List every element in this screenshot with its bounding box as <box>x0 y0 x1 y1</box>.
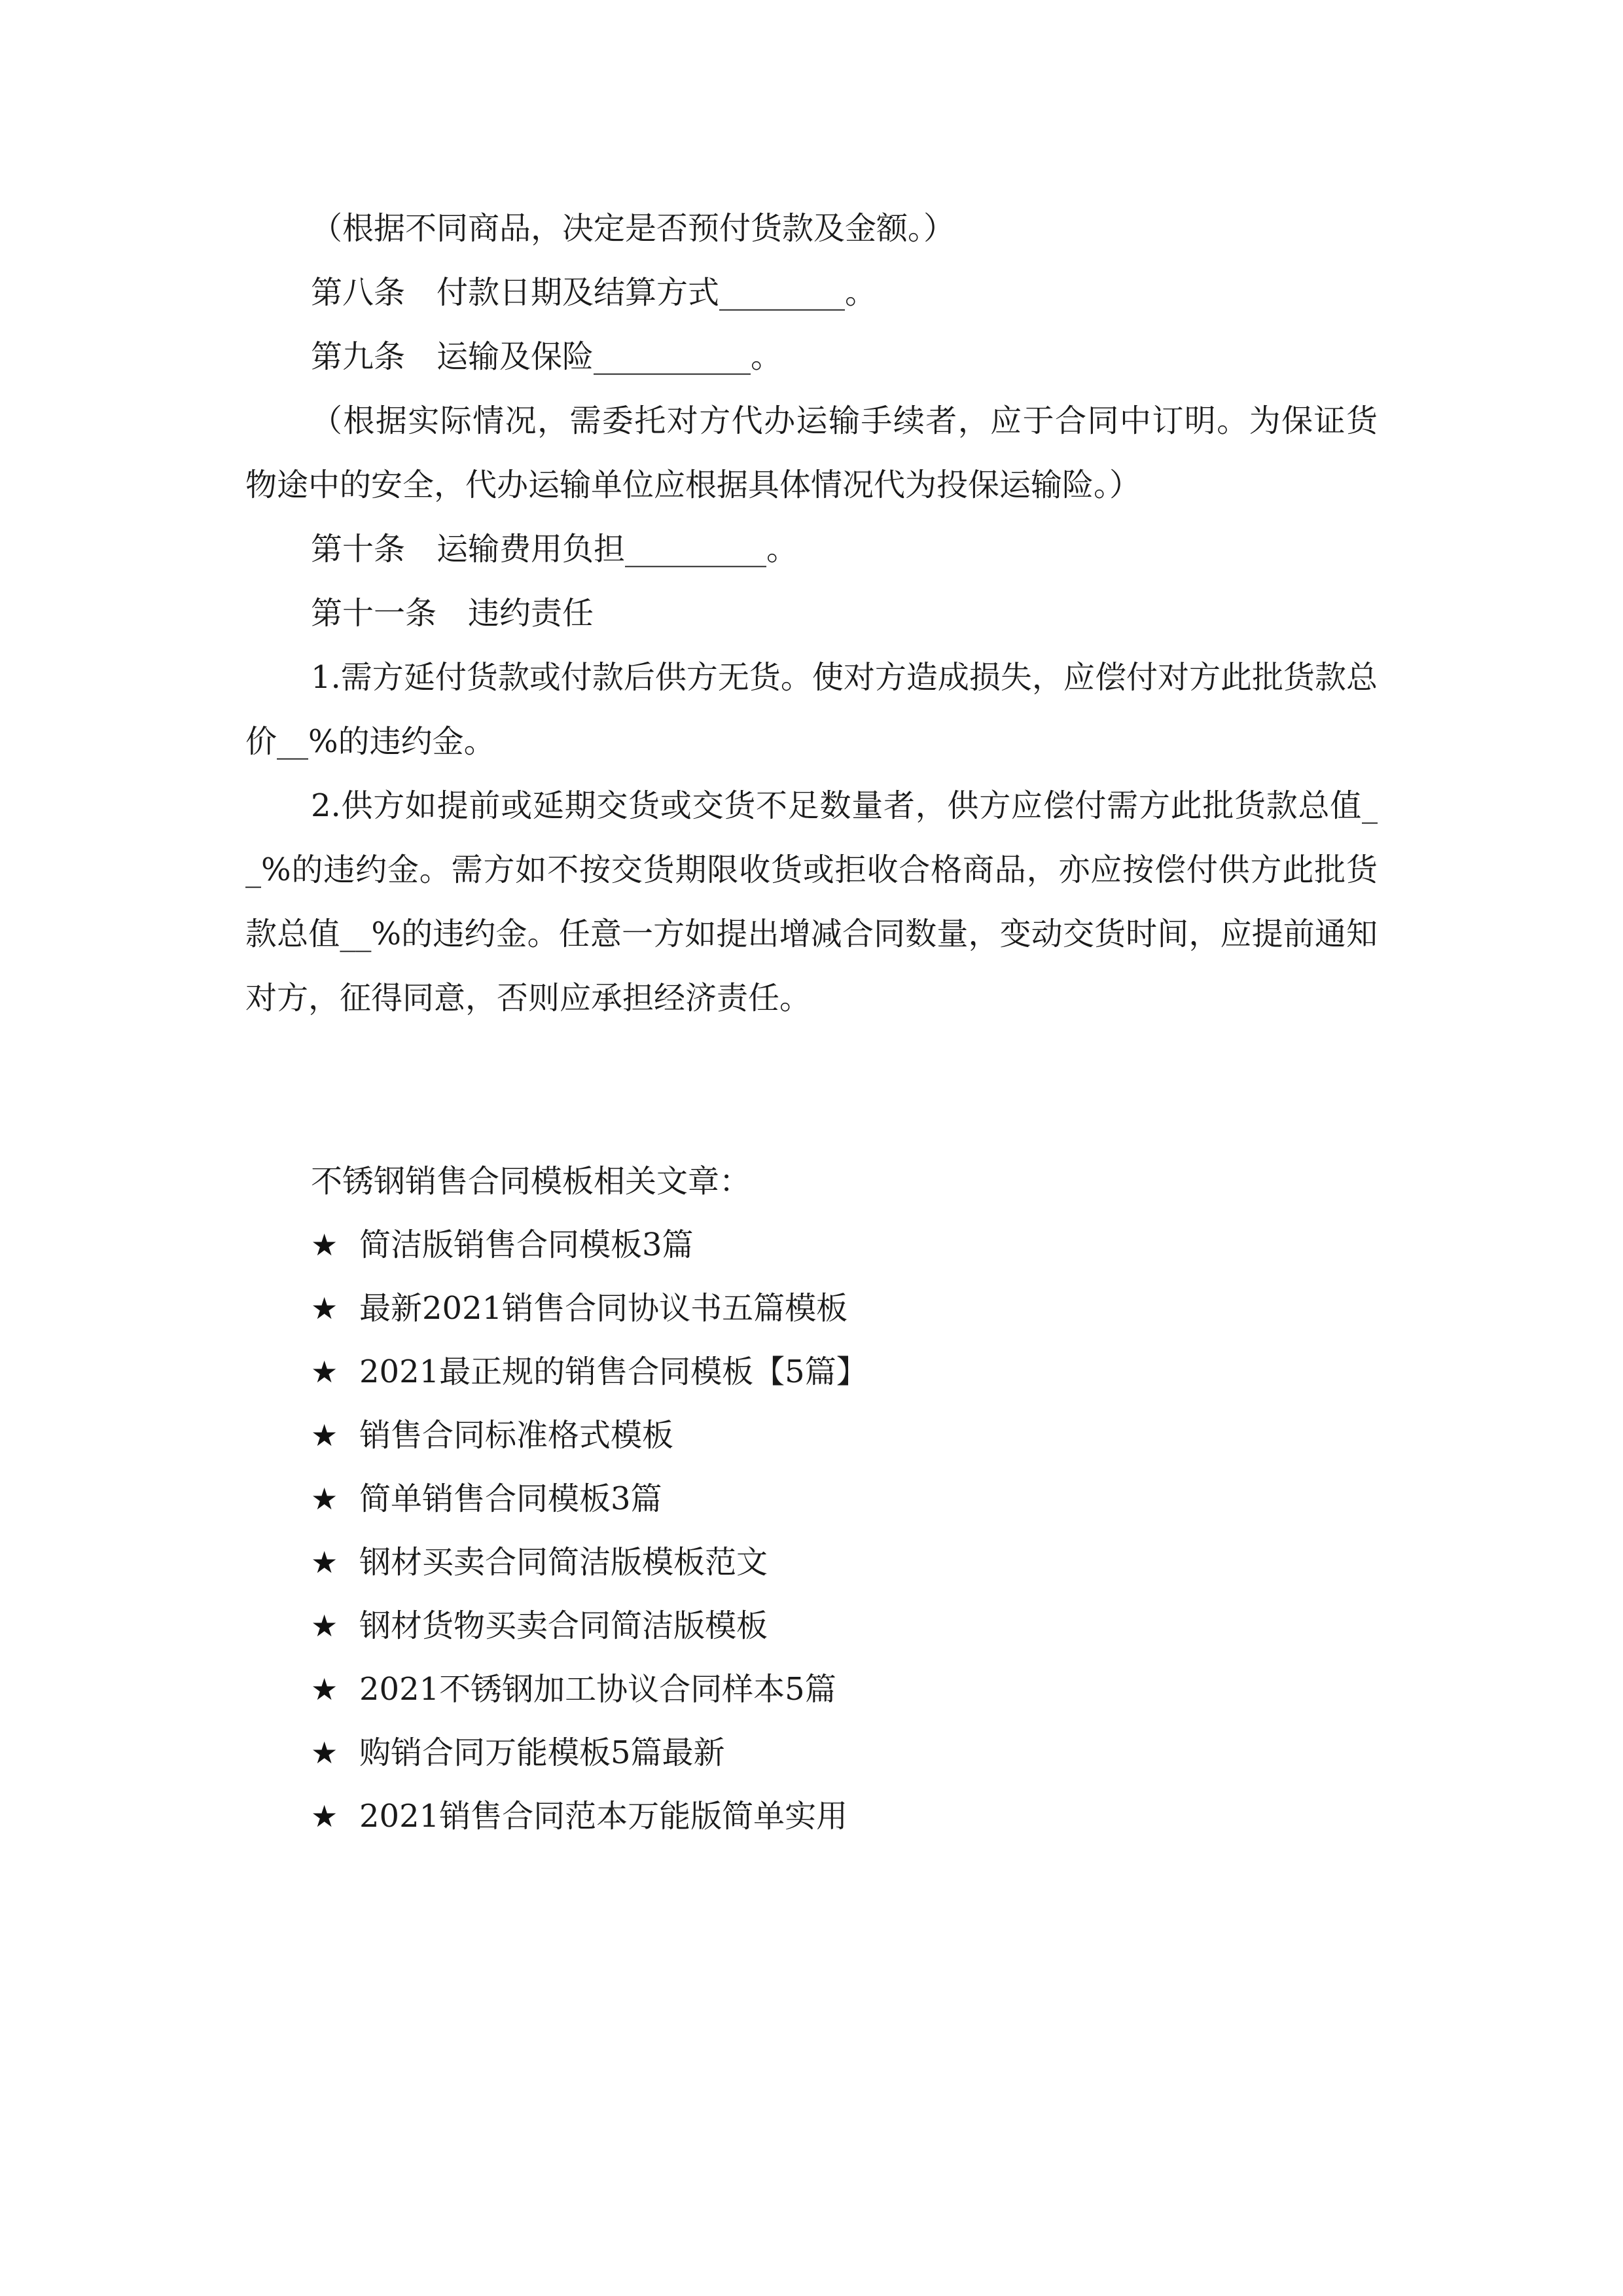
list-item[interactable] <box>245 1531 1378 1594</box>
related-articles-title: 不锈钢销售合同模板相关文章： <box>311 1163 751 1200</box>
list-item[interactable] <box>245 1785 1378 1848</box>
star-icon: ★ <box>311 1735 338 1770</box>
star-icon: ★ <box>311 1227 338 1263</box>
star-icon: ★ <box>311 1291 338 1326</box>
list-item[interactable] <box>245 1277 1378 1340</box>
related-articles-list <box>245 1213 1378 1848</box>
star-icon: ★ <box>311 1354 338 1390</box>
list-item[interactable] <box>245 1467 1378 1531</box>
related-article-link[interactable]: 2021不锈钢加工协议合同样本5篇 <box>359 1671 836 1708</box>
star-icon: ★ <box>311 1799 338 1834</box>
related-article-link[interactable]: 简单销售合同模板3篇 <box>359 1480 662 1517</box>
related-article-link[interactable]: 2021销售合同范本万能版简单实用 <box>359 1798 848 1835</box>
star-icon: ★ <box>311 1418 338 1453</box>
star-icon: ★ <box>311 1608 338 1643</box>
note-prepayment: （根据不同商品，决定是否预付货款及金额。） <box>311 210 955 247</box>
clause-11-heading: 第十一条 违约责任 <box>311 595 594 632</box>
list-item[interactable] <box>245 1404 1378 1467</box>
list-item[interactable] <box>245 1658 1378 1721</box>
clause-9-transport-insurance: 第九条 运输及保险__________。 <box>311 338 783 375</box>
related-article-link[interactable]: 最新2021销售合同协议书五篇模板 <box>359 1290 848 1327</box>
related-article-link[interactable]: 简洁版销售合同模板3篇 <box>359 1227 694 1263</box>
note-transport: （根据实际情况，需委托对方代办运输手续者，应于合同中订明。为保证货物途中的安全，代办运输单位应根据具体情况代为投保运输险。） <box>245 403 1378 503</box>
list-item[interactable] <box>245 1594 1378 1658</box>
clause-10-transport-cost: 第十条 运输费用负担_________。 <box>311 531 798 567</box>
clause-11-item-2: 2.供方如提前或延期交货或交货不足数量者，供方应偿付需方此批货款总值__%的违约金。需方如不按交货期限收货或拒收合格商品，亦应按偿付供方此批货 款总值__%的违约金。任意一方如提出增减合同数量，变动交货时间，应提前通知对方，征得同意，否则应承担经济责任。 <box>245 787 1410 1016</box>
star-icon: ★ <box>311 1672 338 1707</box>
star-icon: ★ <box>311 1481 338 1516</box>
related-article-link[interactable]: 2021最正规的销售合同模板【5篇】 <box>359 1354 868 1390</box>
clause-8-payment: 第八条 付款日期及结算方式________。 <box>311 274 877 311</box>
related-articles <box>245 1149 1378 1848</box>
star-icon: ★ <box>311 1545 338 1580</box>
related-article-link[interactable]: 购销合同万能模板5篇最新 <box>359 1734 725 1771</box>
clause-11-item-1: 1.需方延付货款或付款后供方无货。使对方造成损失，应偿付对方此批货款总价__%的违约金。 <box>245 659 1378 760</box>
related-article-link[interactable]: 钢材买卖合同简洁版模板范文 <box>359 1544 768 1581</box>
list-item[interactable] <box>245 1721 1378 1785</box>
document-body <box>245 196 1410 1848</box>
list-item[interactable] <box>245 1340 1378 1404</box>
list-item[interactable] <box>245 1213 1378 1277</box>
related-article-link[interactable]: 销售合同标准格式模板 <box>359 1417 674 1454</box>
related-article-link[interactable]: 钢材货物买卖合同简洁版模板 <box>359 1607 768 1644</box>
